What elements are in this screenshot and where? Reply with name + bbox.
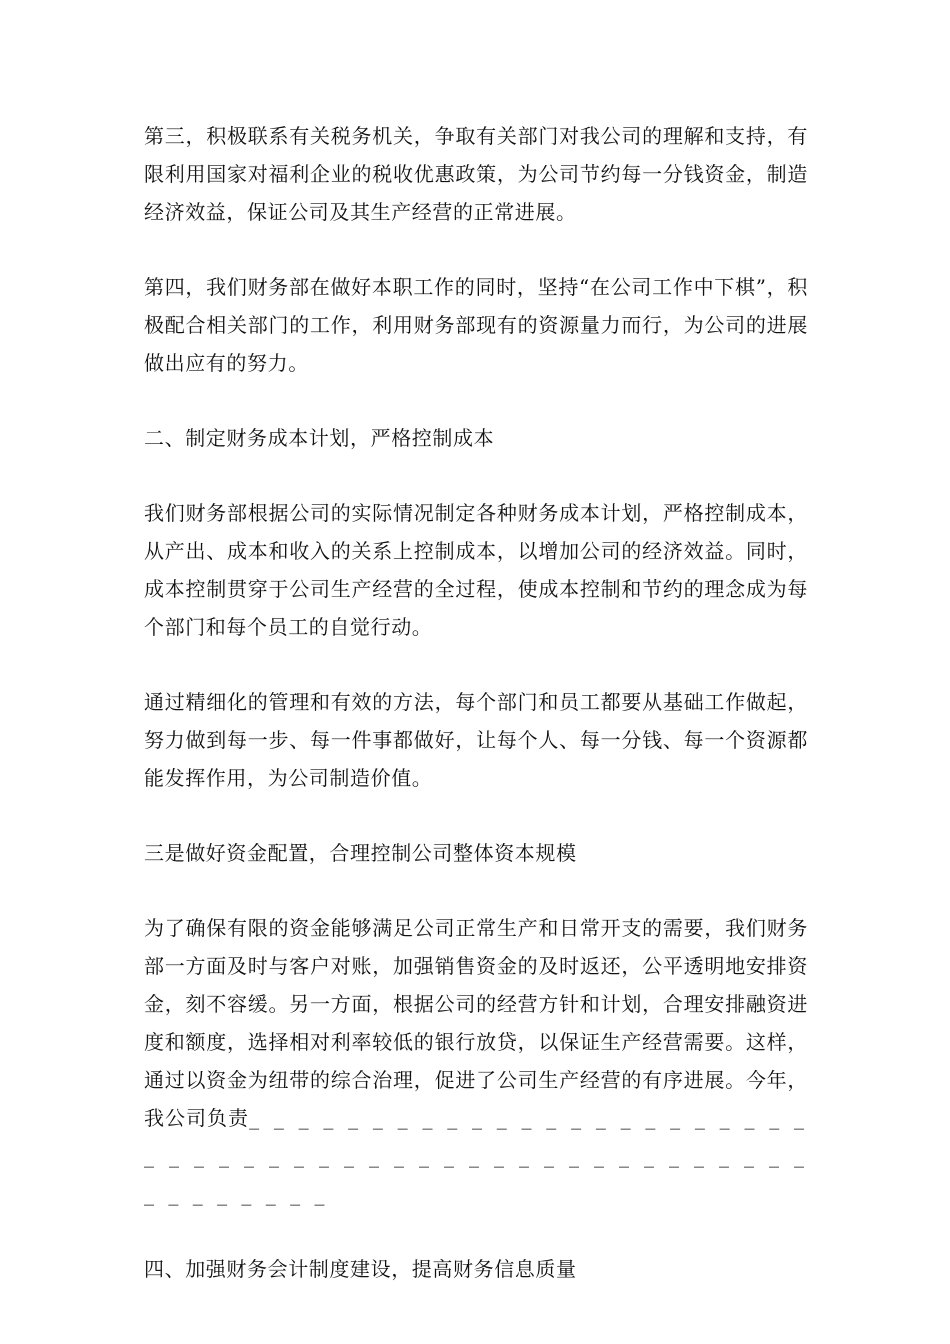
section-heading-accounting-system: 四、加强财务会计制度建设，提高财务信息质量 [144, 1257, 577, 1281]
section-heading-capital: 三是做好资金配置，合理控制公司整体资本规模 [144, 841, 577, 865]
fill-in-blank-line: _ _ _ _ _ _ _ _ _ _ _ _ _ _ _ _ _ _ _ _ _ _ _ _ _ _ _ _ _ _ _ _ _ _ _ _ _ _ _ _ _ _ _ _ _ _ _ _ _ _ _ _ _ _ _ _ _ _ [144, 1106, 808, 1206]
paragraph-fourth-cooperation: 第四，我们财务部在做好本职工作的同时，坚持“在公司工作中下棋”，积极配合相关部门的工作，利用财务部现有的资源量力而行，为公司的进展做出应有的努力。 [144, 275, 808, 375]
paragraph-third-tax: 第三，积极联系有关税务机关，争取有关部门对我公司的理解和支持，有限利用国家对福利企业的税收优惠政策，为公司节约每一分钱资金，制造经济效益，保证公司及其生产经营的正常进展。 [144, 124, 808, 224]
paragraph-capital-text: 为了确保有限的资金能够满足公司正常生产和日常开支的需要，我们财务部一方面及时与客户对账，加强销售资金的及时返还，公平透明地安排资金，刻不容缓。另一方面，根据公司的经营方针和计划，合理安排融资进度和额度，选择相对利率较低的银行放贷，以保证生产经营需要。这样，通过以资金为纽带的综合治理，促进了公司生产经营的有序进展。今年，我公司负责 [144, 916, 808, 1130]
document-body [144, 117, 808, 1325]
paragraph-cost-plan: 我们财务部根据公司的实际情况制定各种财务成本计划，严格控制成本，从产出、成本和收入的关系上控制成本，以增加公司的经济效益。同时，成本控制贯穿于公司生产经营的全过程，使成本控制和节约的理念成为每个部门和每个员工的自觉行动。 [144, 501, 808, 639]
section-heading-cost-plan: 二、制定财务成本计划，严格控制成本 [144, 426, 495, 450]
paragraph-fine-management: 通过精细化的管理和有效的方法，每个部门和员工都要从基础工作做起，努力做到每一步、每一件事都做好，让每个人、每一分钱、每一个资源都能发挥作用，为公司制造价值。 [144, 690, 808, 790]
paragraph-capital [144, 909, 808, 1213]
